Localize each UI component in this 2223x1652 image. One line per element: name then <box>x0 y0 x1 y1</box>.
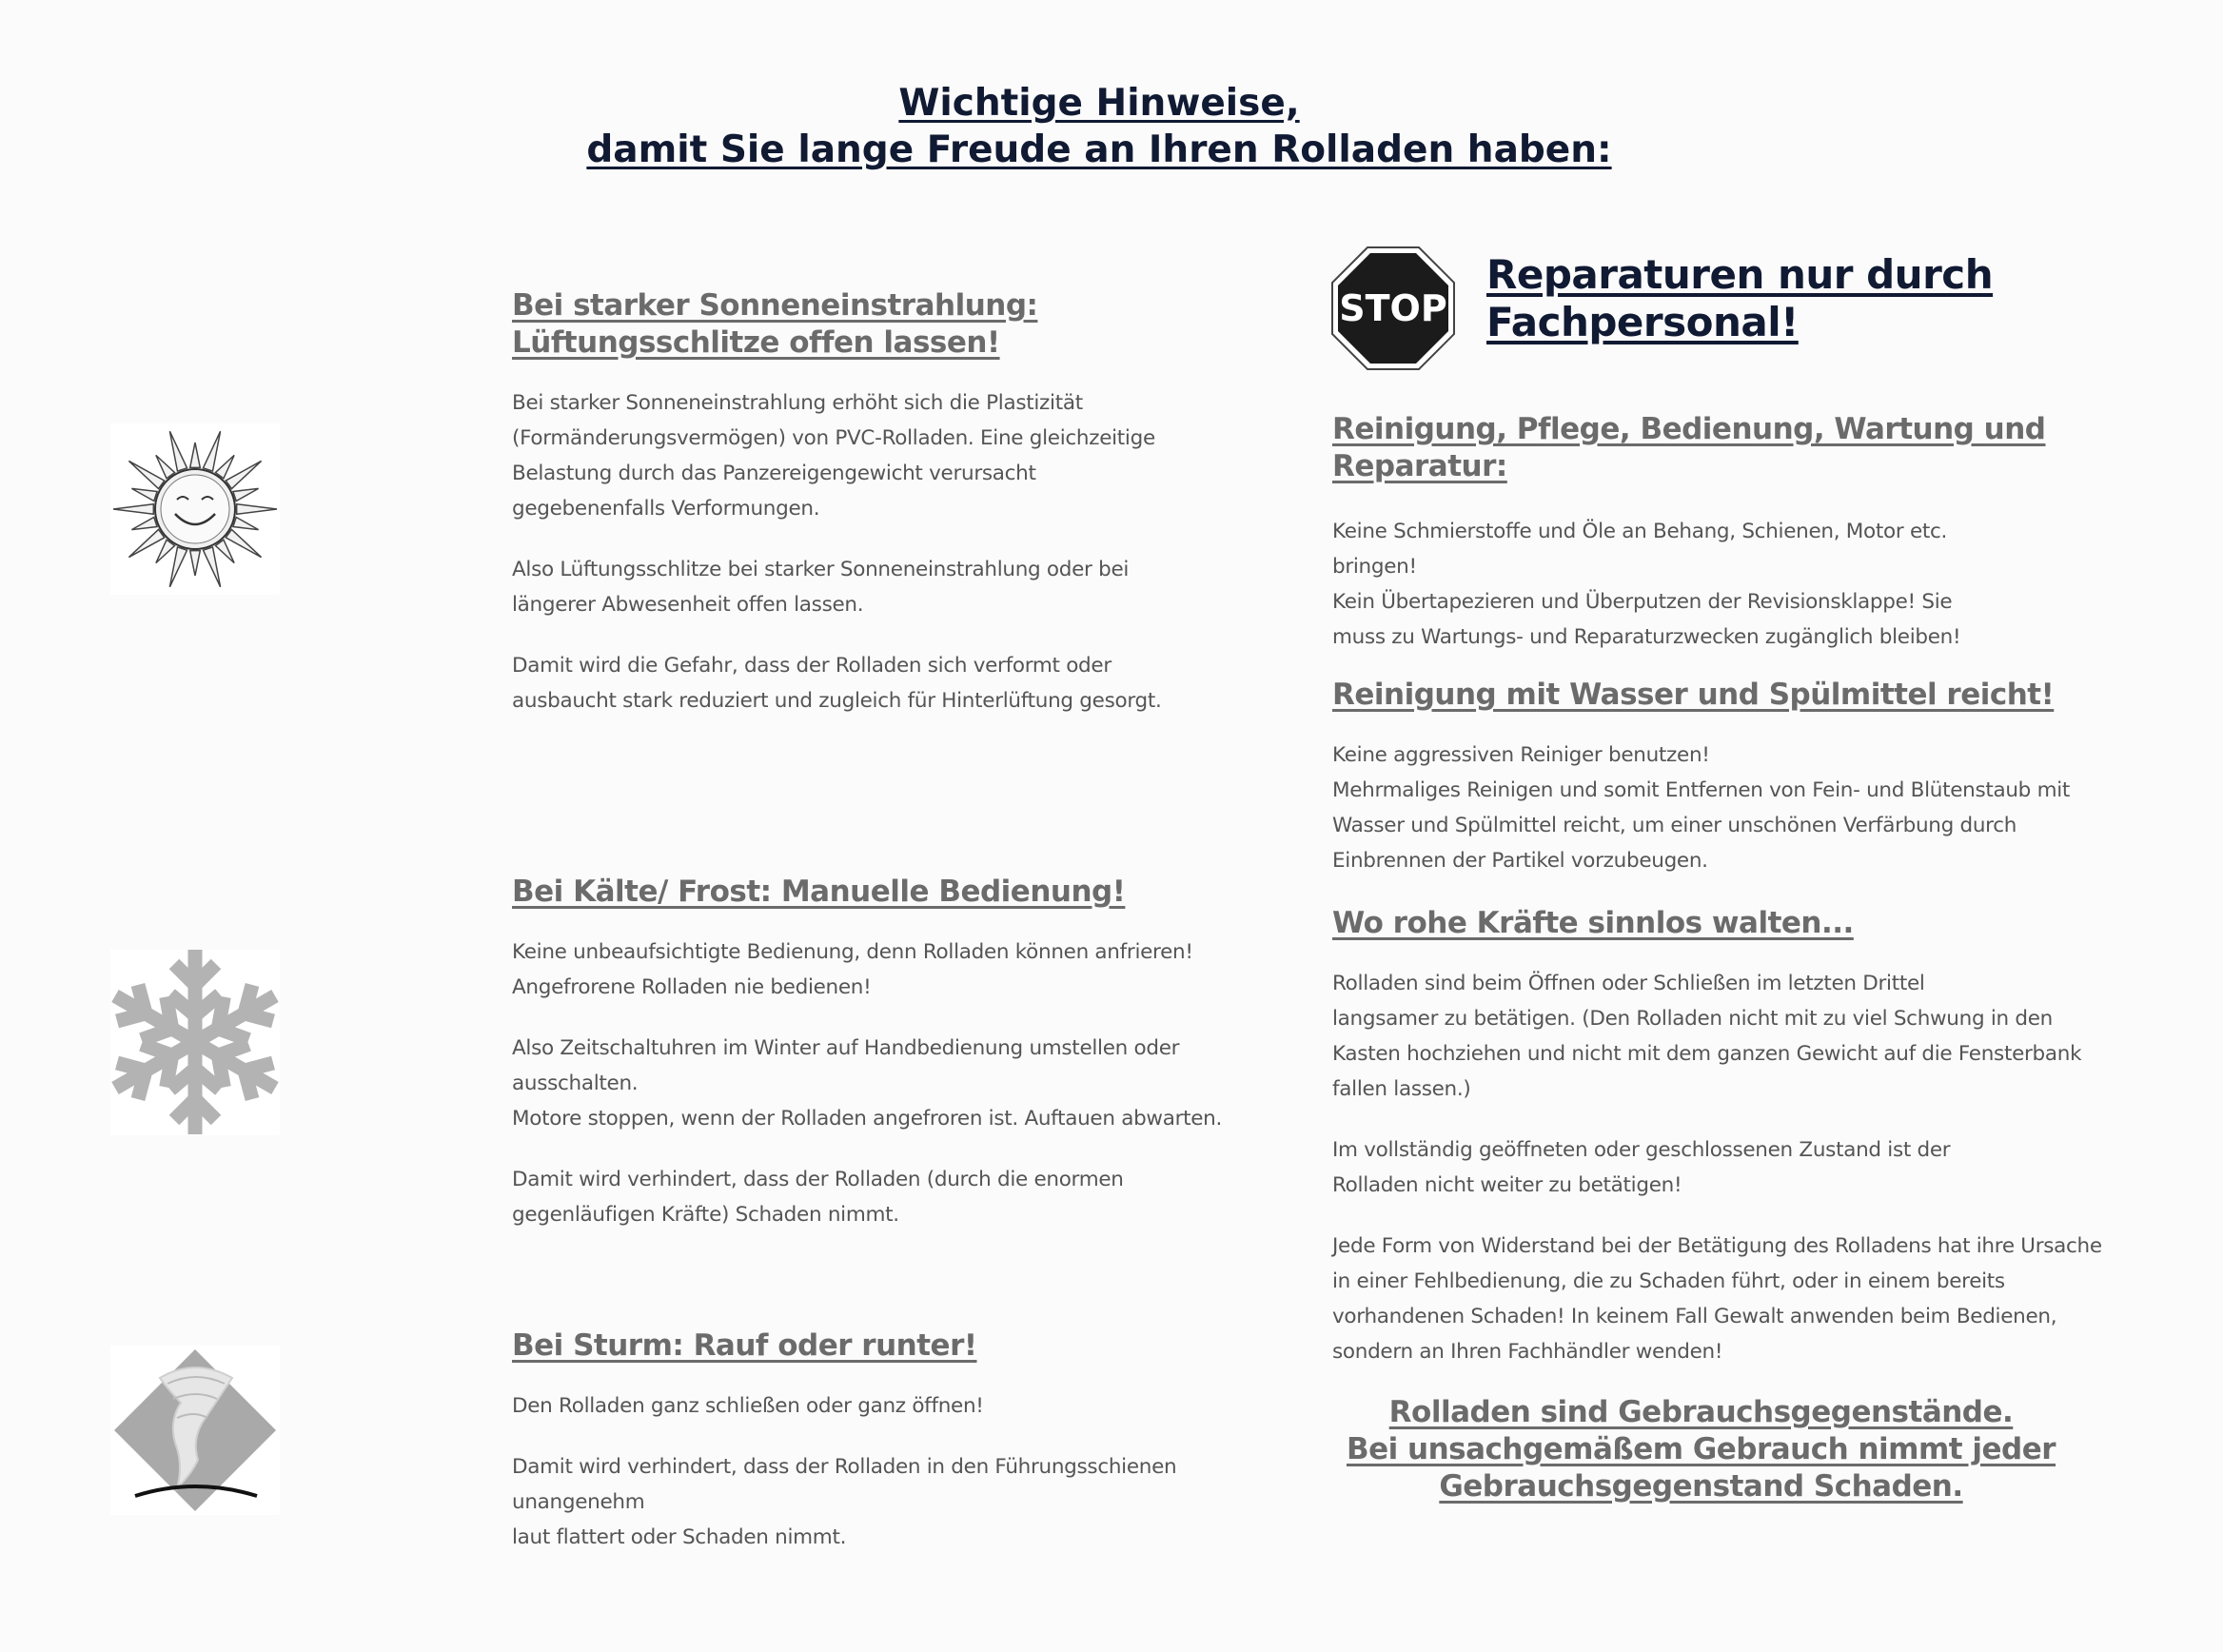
care-section <box>1332 411 2094 655</box>
text-line: vorhandenen Schaden! In keinem Fall Gewalt anwenden beim Bedienen, <box>1332 1305 2057 1328</box>
text-line: Einbrennen der Partikel vorzubeugen. <box>1332 849 1708 873</box>
text-line: langsamer zu betätigen. (Den Rolladen nicht mit zu viel Schwung in den <box>1332 1007 2053 1031</box>
sun-heading-line-2: Lüftungsschlitze offen lassen! <box>512 325 1000 360</box>
page-title-line-2: damit Sie lange Freude an Ihren Rolladen haben: <box>586 128 1612 171</box>
storm-section <box>512 1328 1283 1555</box>
text-line: bringen! <box>1332 555 1417 579</box>
text-line: Keine Schmierstoffe und Öle an Behang, Schienen, Motor etc. <box>1332 520 1948 543</box>
stop-sign-icon <box>1330 246 1456 371</box>
page-title <box>0 80 2198 173</box>
text-line: Bei starker Sonneneinstrahlung erhöht sich die Plastizität <box>512 391 1083 415</box>
storm-paragraph-1 <box>512 1388 1283 1424</box>
text-line: (Formänderungsvermögen) von PVC-Rolladen. Eine gleichzeitige <box>512 426 1155 450</box>
care-paragraph-1 <box>1332 514 2094 655</box>
text-line: Im vollständig geöffneten oder geschlossenen Zustand ist der <box>1332 1138 1951 1162</box>
text-line: Wasser und Spülmittel reicht, um einer unschönen Verfärbung durch <box>1332 814 2017 837</box>
force-paragraph-2 <box>1332 1132 2113 1203</box>
clean-section-heading: Reinigung mit Wasser und Spülmittel reicht! <box>1332 678 2055 712</box>
sun-paragraph-1 <box>512 385 1273 526</box>
smiling-sun-icon <box>110 423 280 595</box>
text-line: sondern an Ihren Fachhändler wenden! <box>1332 1340 1723 1364</box>
repair-heading-line-1: Reparaturen nur durch <box>1486 251 1994 298</box>
text-line: laut flattert oder Schaden nimmt. <box>512 1525 847 1549</box>
clean-paragraph-1 <box>1332 738 2094 878</box>
text-line: Kein Übertapezieren und Überputzen der Revisionsklappe! Sie <box>1332 590 1953 614</box>
page-title-line-1: Wichtige Hinweise, <box>898 82 1300 125</box>
stop-sign-label: STOP <box>1339 287 1447 329</box>
repair-heading-line-2: Fachpersonal! <box>1486 299 1799 345</box>
force-section <box>1332 905 2113 1369</box>
text-line: Belastung durch das Panzereigengewicht verursacht <box>512 462 1036 485</box>
tornado-icon <box>110 1346 280 1515</box>
closing-line-2: Bei unsachgemäßem Gebrauch nimmt jeder <box>1346 1432 2056 1466</box>
repair-heading <box>1486 251 1993 346</box>
storm-paragraph-2 <box>512 1449 1283 1555</box>
text-line: Angefrorene Rolladen nie bedienen! <box>512 975 872 999</box>
care-heading-line-2: Reparatur: <box>1332 449 1507 483</box>
frost-paragraph-2 <box>512 1031 1283 1136</box>
text-line: gegenläufigen Kräfte) Schaden nimmt. <box>512 1203 899 1227</box>
text-line: Also Zeitschaltuhren im Winter auf Handbedienung umstellen oder ausschalten. <box>512 1036 1180 1095</box>
text-line: Motore stoppen, wenn der Rolladen angefroren ist. Auftauen abwarten. <box>512 1107 1223 1131</box>
snowflake-icon <box>110 950 280 1135</box>
force-paragraph-3 <box>1332 1229 2113 1369</box>
text-line: längerer Abwesenheit offen lassen. <box>512 593 864 617</box>
text-line: Keine unbeaufsichtigte Bedienung, denn Rolladen können anfrieren! <box>512 940 1193 964</box>
text-line: Rolladen nicht weiter zu betätigen! <box>1332 1173 1682 1197</box>
sun-section <box>512 287 1273 718</box>
closing-statement <box>1332 1394 2070 1505</box>
text-line: gegebenenfalls Verformungen. <box>512 497 820 521</box>
sun-paragraph-2 <box>512 552 1273 622</box>
text-line: muss zu Wartungs- und Reparaturzwecken zugänglich bleiben! <box>1332 625 1961 649</box>
care-section-heading <box>1332 411 2094 485</box>
text-line: Rolladen sind beim Öffnen oder Schließen im letzten Drittel <box>1332 972 1925 995</box>
text-line: in einer Fehlbedienung, die zu Schaden führt, oder in einem bereits <box>1332 1269 2005 1293</box>
sun-paragraph-3 <box>512 648 1273 718</box>
frost-section-heading: Bei Kälte/ Frost: Manuelle Bedienung! <box>512 875 1126 909</box>
frost-paragraph-1 <box>512 934 1283 1005</box>
care-heading-line-1: Reinigung, Pflege, Bedienung, Wartung und <box>1332 412 2046 446</box>
text-line: Mehrmaliges Reinigen und somit Entfernen von Fein- und Blütenstaub mit <box>1332 778 2071 802</box>
text-line: Damit wird die Gefahr, dass der Rolladen sich verformt oder <box>512 654 1112 678</box>
force-section-heading: Wo rohe Kräfte sinnlos walten... <box>1332 906 1854 940</box>
closing-line-1: Rolladen sind Gebrauchsgegenstände. <box>1388 1395 2014 1429</box>
text-line: Damit wird verhindert, dass der Rolladen (durch die enormen <box>512 1168 1124 1191</box>
force-paragraph-1 <box>1332 966 2113 1107</box>
frost-paragraph-3 <box>512 1162 1283 1232</box>
sun-section-heading <box>512 287 1273 362</box>
text-line: ausbaucht stark reduziert und zugleich für Hinterlüftung gesorgt. <box>512 689 1162 713</box>
frost-section <box>512 874 1283 1232</box>
text-line: fallen lassen.) <box>1332 1077 1471 1101</box>
clean-section <box>1332 677 2094 878</box>
text-line: Damit wird verhindert, dass der Rolladen in den Führungsschienen unangenehm <box>512 1455 1177 1514</box>
sun-heading-line-1: Bei starker Sonneneinstrahlung: <box>512 288 1038 323</box>
text-line: Jede Form von Widerstand bei der Betätigung des Rolladens hat ihre Ursache <box>1332 1234 2102 1258</box>
text-line: Also Lüftungsschlitze bei starker Sonneneinstrahlung oder bei <box>512 558 1130 581</box>
closing-line-3: Gebrauchsgegenstand Schaden. <box>1439 1469 1963 1504</box>
text-line: Keine aggressiven Reiniger benutzen! <box>1332 743 1710 767</box>
text-line: Kasten hochziehen und nicht mit dem ganzen Gewicht auf die Fensterbank <box>1332 1042 2082 1066</box>
text-line: Den Rolladen ganz schließen oder ganz öffnen! <box>512 1394 984 1418</box>
storm-section-heading: Bei Sturm: Rauf oder runter! <box>512 1328 977 1363</box>
